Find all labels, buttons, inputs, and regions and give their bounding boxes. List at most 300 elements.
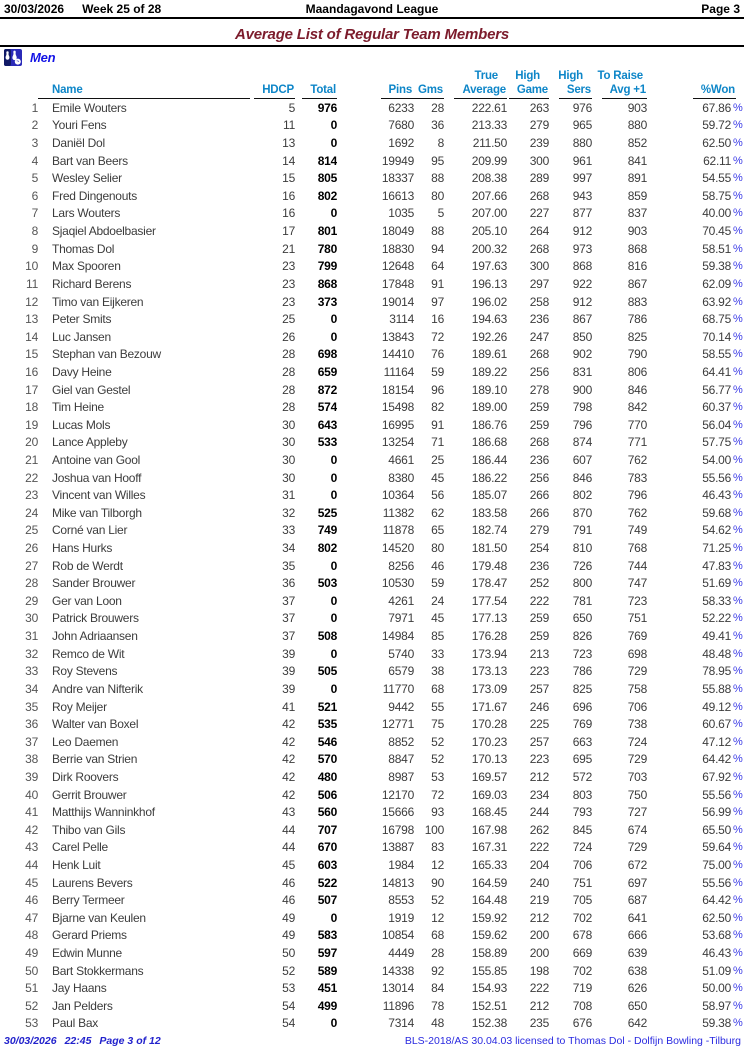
pct-won-cell: 78.95	[702, 664, 731, 679]
percent-sign: %	[733, 1017, 743, 1030]
high-sers-cell: 781	[572, 593, 592, 608]
to-raise-cell: 816	[627, 259, 647, 274]
true-average-cell: 159.92	[471, 910, 507, 925]
name-cell: Thomas Dol	[52, 241, 115, 256]
percent-sign: %	[733, 524, 743, 537]
percent-sign: %	[733, 929, 743, 942]
pct-won-cell: 47.12	[702, 734, 731, 749]
gms-cell: 80	[431, 541, 444, 556]
total-cell: 0	[330, 910, 337, 925]
high-game-cell: 300	[529, 153, 549, 168]
hdcp-cell: 31	[282, 488, 295, 503]
table-row	[0, 416, 744, 434]
percent-sign: %	[733, 383, 743, 396]
high-game-cell: 278	[529, 382, 549, 397]
percent-sign: %	[733, 348, 743, 361]
gms-cell: 83	[431, 840, 444, 855]
name-cell: Giel van Gestel	[52, 382, 131, 397]
pins-cell: 15666	[381, 805, 414, 820]
table-header-row-top	[0, 68, 744, 82]
col-header-name: Name	[38, 84, 250, 99]
total-cell: 451	[317, 981, 337, 996]
true-average-cell: 169.57	[471, 769, 507, 784]
high-game-cell: 257	[529, 734, 549, 749]
rank-cell: 13	[25, 312, 38, 327]
high-game-cell: 257	[529, 681, 549, 696]
hdcp-cell: 34	[282, 541, 295, 556]
true-average-cell: 176.28	[471, 629, 507, 644]
high-sers-cell: 696	[572, 699, 592, 714]
high-game-cell: 223	[529, 752, 549, 767]
table-body	[0, 99, 744, 1032]
pins-cell: 8256	[388, 558, 414, 573]
high-sers-cell: 846	[572, 470, 592, 485]
pct-won-cell: 59.38	[702, 259, 731, 274]
pins-cell: 12648	[381, 259, 414, 274]
high-game-cell: 259	[529, 611, 549, 626]
pins-cell: 19014	[381, 294, 414, 309]
table-row	[0, 821, 744, 839]
hdcp-cell: 50	[282, 946, 295, 961]
high-game-cell: 262	[529, 822, 549, 837]
table-row	[0, 328, 744, 346]
rank-cell: 18	[25, 400, 38, 415]
total-cell: 535	[317, 717, 337, 732]
bowling-pins-icon	[4, 49, 22, 66]
to-raise-cell: 727	[627, 805, 647, 820]
table-row	[0, 293, 744, 311]
table-row	[0, 187, 744, 205]
rank-cell: 4	[31, 153, 38, 168]
pct-won-cell: 54.62	[702, 523, 731, 538]
pins-cell: 4449	[388, 946, 414, 961]
pins-cell: 10530	[381, 576, 414, 591]
pins-cell: 9442	[388, 699, 414, 714]
hdcp-cell: 23	[282, 276, 295, 291]
table-row	[0, 99, 744, 117]
gms-cell: 91	[431, 276, 444, 291]
true-average-cell: 183.58	[471, 505, 507, 520]
pct-won-cell: 59.68	[702, 505, 731, 520]
high-sers-cell: 793	[572, 805, 592, 820]
to-raise-cell: 852	[627, 136, 647, 151]
pins-cell: 11878	[382, 523, 414, 538]
percent-sign: %	[733, 665, 743, 678]
percent-sign: %	[733, 242, 743, 255]
percent-sign: %	[733, 841, 743, 854]
total-cell: 507	[317, 893, 337, 908]
to-raise-cell: 706	[627, 699, 647, 714]
pins-cell: 7971	[388, 611, 414, 626]
name-cell: Tim Heine	[52, 400, 104, 415]
true-average-cell: 173.09	[471, 681, 507, 696]
total-cell: 670	[317, 840, 337, 855]
high-sers-cell: 874	[572, 435, 592, 450]
table-row	[0, 997, 744, 1015]
table-row	[0, 205, 744, 223]
pins-cell: 14984	[381, 629, 414, 644]
total-cell: 0	[330, 558, 337, 573]
percent-sign: %	[733, 700, 743, 713]
name-cell: Andre van Nifterik	[52, 681, 143, 696]
high-sers-cell: 912	[572, 224, 592, 239]
percent-sign: %	[733, 788, 743, 801]
true-average-cell: 173.13	[471, 664, 507, 679]
percent-sign: %	[733, 189, 743, 202]
rank-cell: 24	[25, 505, 38, 520]
true-average-cell: 177.13	[471, 611, 507, 626]
name-cell: Fred Dingenouts	[52, 188, 137, 203]
true-average-cell: 179.48	[471, 558, 507, 573]
hdcp-cell: 49	[282, 910, 295, 925]
pct-won-cell: 48.48	[702, 646, 731, 661]
to-raise-cell: 729	[627, 840, 647, 855]
pct-won-cell: 55.56	[702, 787, 731, 802]
high-game-cell: 256	[529, 470, 549, 485]
hdcp-cell: 42	[282, 752, 295, 767]
high-game-cell: 268	[529, 435, 549, 450]
percent-sign: %	[733, 594, 743, 607]
high-sers-cell: 663	[572, 734, 592, 749]
high-game-cell: 223	[529, 664, 549, 679]
pct-won-cell: 62.50	[702, 910, 731, 925]
rank-cell: 15	[25, 347, 38, 362]
rank-cell: 53	[25, 1016, 38, 1031]
hdcp-cell: 39	[282, 646, 295, 661]
high-sers-cell: 706	[572, 858, 592, 872]
true-average-cell: 197.63	[471, 259, 507, 274]
high-game-cell: 279	[529, 118, 549, 133]
name-cell: Joshua van Hooff	[52, 470, 142, 485]
true-average-cell: 208.38	[471, 171, 507, 186]
name-cell: Vincent van Willes	[52, 488, 146, 503]
true-average-cell: 177.54	[471, 593, 507, 608]
gms-cell: 59	[431, 576, 444, 591]
pct-won-cell: 54.00	[702, 452, 731, 467]
total-cell: 597	[317, 946, 337, 961]
hdcp-cell: 45	[282, 858, 295, 872]
hdcp-cell: 30	[282, 435, 295, 450]
footer-time: 22:45	[64, 1035, 92, 1047]
percent-sign: %	[733, 964, 743, 977]
total-cell: 698	[317, 347, 337, 362]
rank-cell: 34	[25, 681, 38, 696]
high-sers-cell: 705	[572, 893, 592, 908]
hdcp-cell: 43	[282, 805, 295, 820]
total-cell: 0	[330, 593, 337, 608]
page-number: Page 3	[701, 2, 740, 16]
gms-cell: 8	[437, 136, 444, 151]
total-cell: 373	[317, 294, 337, 309]
name-cell: Laurens Bevers	[52, 875, 133, 890]
total-cell: 868	[317, 276, 337, 291]
true-average-cell: 165.33	[471, 858, 507, 872]
percent-sign: %	[733, 489, 743, 502]
name-cell: Stephan van Bezouw	[52, 347, 161, 362]
to-raise-cell: 859	[627, 188, 647, 203]
rank-cell: 40	[25, 787, 38, 802]
page-top-header	[4, 2, 740, 16]
pins-cell: 8380	[388, 470, 414, 485]
high-game-cell: 239	[529, 136, 549, 151]
high-game-cell: 204	[529, 858, 549, 872]
hdcp-cell: 26	[282, 329, 295, 344]
name-cell: Jan Pelders	[52, 998, 113, 1013]
high-sers-cell: 868	[572, 259, 592, 274]
page-footer	[4, 1035, 741, 1047]
true-average-cell: 178.47	[471, 576, 507, 591]
table-row	[0, 715, 744, 733]
gms-cell: 80	[431, 188, 444, 203]
percent-sign: %	[733, 876, 743, 889]
name-cell: Sander Brouwer	[52, 576, 136, 591]
high-game-cell: 200	[529, 946, 549, 961]
high-game-cell: 244	[529, 805, 549, 820]
name-cell: Hans Hurks	[52, 541, 113, 556]
high-game-cell: 247	[529, 329, 549, 344]
name-cell: Rob de Werdt	[52, 558, 123, 573]
rank-cell: 27	[25, 558, 38, 573]
pins-cell: 11770	[382, 681, 414, 696]
true-average-cell: 200.32	[471, 241, 507, 256]
name-cell: Paul Bax	[52, 1016, 99, 1031]
name-cell: Richard Berens	[52, 276, 132, 291]
hdcp-cell: 46	[282, 875, 295, 890]
gms-cell: 45	[431, 470, 444, 485]
table-row	[0, 169, 744, 187]
true-average-cell: 167.98	[471, 822, 507, 837]
section-label-men: Men	[30, 50, 56, 65]
rank-cell: 14	[25, 329, 38, 344]
to-raise-cell: 642	[627, 1016, 647, 1031]
high-game-cell: 259	[529, 417, 549, 432]
total-cell: 643	[317, 417, 337, 432]
high-sers-cell: 650	[572, 611, 592, 626]
high-game-cell: 263	[529, 100, 549, 115]
to-raise-cell: 650	[627, 998, 647, 1013]
total-cell: 583	[317, 928, 337, 943]
name-cell: Lars Wouters	[52, 206, 121, 221]
high-sers-cell: 796	[572, 417, 592, 432]
gms-cell: 48	[431, 1016, 444, 1031]
total-cell: 0	[330, 488, 337, 503]
table-row	[0, 557, 744, 575]
to-raise-cell: 762	[627, 505, 647, 520]
col-header-pins-gms: Pins Gms	[381, 84, 444, 99]
rank-cell: 17	[25, 382, 38, 397]
high-sers-cell: 702	[572, 910, 592, 925]
name-cell: Berrie van Strien	[52, 752, 138, 767]
to-raise-cell: 841	[627, 153, 647, 168]
true-average-cell: 185.07	[471, 488, 507, 503]
total-cell: 508	[317, 629, 337, 644]
pct-won-cell: 59.64	[702, 840, 731, 855]
pins-cell: 13014	[381, 981, 414, 996]
name-cell: Max Spooren	[52, 259, 121, 274]
hdcp-cell: 25	[282, 312, 295, 327]
high-sers-cell: 724	[572, 840, 592, 855]
true-average-cell: 194.63	[471, 312, 507, 327]
high-game-cell: 212	[529, 998, 549, 1013]
percent-sign: %	[733, 859, 743, 871]
high-sers-cell: 607	[572, 452, 592, 467]
true-average-cell: 155.85	[471, 963, 507, 978]
true-average-cell: 164.59	[471, 875, 507, 890]
pins-cell: 13254	[381, 435, 414, 450]
hdcp-cell: 17	[282, 224, 295, 239]
pct-won-cell: 58.75	[702, 188, 731, 203]
name-cell: Wesley Selier	[52, 171, 122, 186]
high-sers-cell: 912	[572, 294, 592, 309]
high-sers-cell: 880	[572, 136, 592, 151]
name-cell: Roy Meijer	[52, 699, 107, 714]
total-cell: 801	[317, 224, 337, 239]
name-cell: Gerard Priems	[52, 928, 127, 943]
pct-won-cell: 47.83	[702, 558, 731, 573]
hdcp-cell: 21	[282, 241, 295, 256]
true-average-cell: 154.93	[471, 981, 507, 996]
pct-won-cell: 55.88	[702, 681, 731, 696]
name-cell: Ger van Loon	[52, 593, 122, 608]
pct-won-cell: 67.86	[702, 100, 731, 115]
true-average-cell: 182.74	[471, 523, 507, 538]
pct-won-cell: 49.41	[702, 629, 731, 644]
true-average-cell: 159.62	[471, 928, 507, 943]
percent-sign: %	[733, 647, 743, 660]
to-raise-cell: 674	[627, 822, 647, 837]
name-cell: Peter Smits	[52, 312, 112, 327]
total-cell: 0	[330, 1016, 337, 1031]
true-average-cell: 170.28	[471, 717, 507, 732]
true-average-cell: 189.22	[471, 364, 507, 379]
gms-cell: 94	[431, 241, 444, 256]
true-average-cell: 186.44	[471, 452, 507, 467]
gms-cell: 91	[431, 417, 444, 432]
rank-cell: 48	[25, 928, 38, 943]
high-sers-cell: 708	[572, 998, 592, 1013]
hdcp-cell: 36	[282, 576, 295, 591]
pins-cell: 15498	[381, 400, 414, 415]
true-average-cell: 164.48	[471, 893, 507, 908]
footer-license: BLS-2018/AS 30.04.03 licensed to Thomas Dol - Dolfijn Bowling -Tilburg	[404, 1035, 741, 1047]
total-cell: 521	[317, 699, 337, 714]
high-game-cell: 258	[529, 294, 549, 309]
pct-won-cell: 46.43	[702, 488, 731, 503]
high-game-cell: 297	[529, 276, 549, 291]
pct-won-cell: 58.97	[702, 998, 731, 1013]
pct-won-cell: 55.56	[702, 875, 731, 890]
to-raise-cell: 749	[627, 523, 647, 538]
name-cell: Carel Pelle	[52, 840, 108, 855]
rank-cell: 9	[31, 241, 38, 256]
percent-sign: %	[733, 982, 743, 995]
pins-cell: 8987	[388, 769, 414, 784]
true-average-cell: 168.45	[471, 805, 507, 820]
hdcp-cell: 42	[282, 734, 295, 749]
pct-won-cell: 51.09	[702, 963, 731, 978]
to-raise-cell: 891	[627, 171, 647, 186]
high-sers-cell: 965	[572, 118, 592, 133]
to-raise-cell: 867	[627, 276, 647, 291]
col-header-true: True	[474, 70, 498, 82]
to-raise-cell: 723	[627, 593, 647, 608]
to-raise-cell: 903	[627, 224, 647, 239]
true-average-cell: 170.13	[471, 752, 507, 767]
hdcp-cell: 33	[282, 523, 295, 538]
pct-won-cell: 58.55	[702, 347, 731, 362]
pct-won-cell: 56.99	[702, 805, 731, 820]
pct-won-cell: 67.92	[702, 769, 731, 784]
table-row	[0, 134, 744, 152]
high-game-cell: 252	[529, 576, 549, 591]
hdcp-cell: 37	[282, 629, 295, 644]
pins-cell: 18337	[381, 171, 414, 186]
gms-cell: 38	[431, 664, 444, 679]
table-row	[0, 803, 744, 821]
pins-cell: 11382	[382, 505, 414, 520]
pct-won-cell: 70.14	[702, 329, 731, 344]
pins-cell: 1984	[388, 858, 414, 872]
percent-sign: %	[733, 101, 743, 114]
to-raise-cell: 750	[627, 787, 647, 802]
name-cell: Lance Appleby	[52, 435, 128, 450]
high-game-cell: 234	[529, 787, 549, 802]
rank-cell: 25	[25, 523, 38, 538]
name-cell: Mike van Tilborgh	[52, 505, 142, 520]
table-row	[0, 751, 744, 769]
col-header-sers: Sers	[559, 84, 592, 99]
total-cell: 0	[330, 452, 337, 467]
true-average-cell: 186.68	[471, 435, 507, 450]
name-cell: Berry Termeer	[52, 893, 125, 908]
high-sers-cell: 719	[572, 981, 592, 996]
true-average-cell: 170.23	[471, 734, 507, 749]
to-raise-cell: 744	[627, 558, 647, 573]
gms-cell: 71	[431, 435, 444, 450]
percent-sign: %	[733, 947, 743, 960]
table-row	[0, 574, 744, 592]
high-game-cell: 268	[529, 347, 549, 362]
name-cell: Daniël Dol	[52, 136, 105, 151]
pins-cell: 4661	[388, 452, 414, 467]
table-row	[0, 434, 744, 452]
hdcp-cell: 39	[282, 681, 295, 696]
pins-cell: 16798	[381, 822, 414, 837]
true-average-cell: 207.66	[471, 188, 507, 203]
percent-sign: %	[733, 277, 743, 290]
name-cell: Walter van Boxel	[52, 717, 139, 732]
high-game-cell: 198	[529, 963, 549, 978]
percent-sign: %	[733, 401, 743, 414]
name-cell: Corné van Lier	[52, 523, 128, 538]
to-raise-cell: 762	[627, 452, 647, 467]
hdcp-cell: 52	[282, 963, 295, 978]
table-row	[0, 891, 744, 909]
total-cell: 780	[317, 241, 337, 256]
true-average-cell: 189.61	[471, 347, 507, 362]
total-cell: 506	[317, 787, 337, 802]
gms-cell: 5	[437, 206, 444, 221]
total-cell: 522	[317, 875, 337, 890]
col-header-high-1: High	[515, 70, 540, 82]
gms-cell: 96	[431, 382, 444, 397]
to-raise-cell: 724	[627, 734, 647, 749]
high-game-cell: 259	[529, 629, 549, 644]
table-row	[0, 486, 744, 504]
pct-won-cell: 57.75	[702, 435, 731, 450]
rank-cell: 35	[25, 699, 38, 714]
percent-sign: %	[733, 753, 743, 766]
